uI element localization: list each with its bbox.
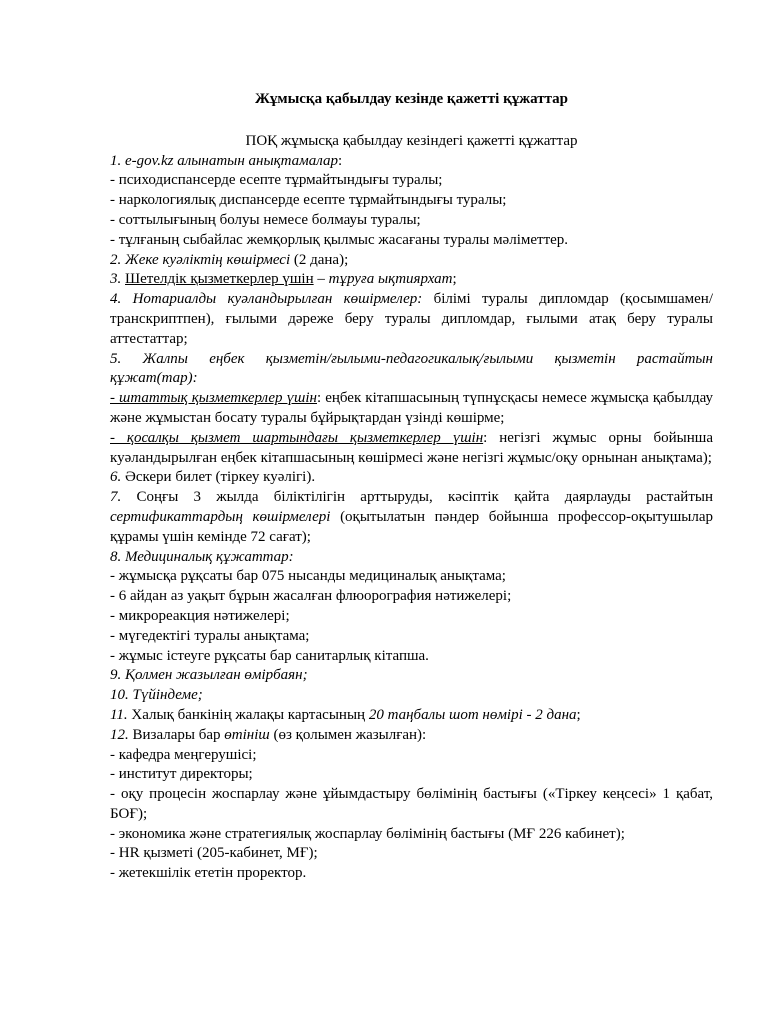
section-1: 1. e-gov.kz алынатын анықтамалар: (110, 152, 343, 169)
section-12-item: - жетекшілік ететін проректор. (110, 865, 307, 882)
section-12-item: - институт директоры; (110, 766, 253, 783)
section-1-item: - соттылығының болуы немесе болмауы туралы; (110, 211, 421, 228)
section-3: 3. Шетелдік қызметкерлер үшін – тұруға ықтиярхат; (110, 271, 457, 288)
section-12-item: - HR қызметі (205-кабинет, МҒ); (110, 845, 318, 862)
section-12-item: - кафедра меңгерушісі; (110, 746, 257, 763)
document-title: Жұмысқа қабылдау кезінде қажетті құжаттар (255, 91, 568, 107)
document-page (110, 84, 713, 884)
section-10: 10. Түйіндеме; (110, 687, 203, 704)
section-12: 12. Визалары бар өтініш (өз қолымен жазылған): (110, 726, 427, 743)
section-1-item: - тұлғаның сыбайлас жемқорлық қылмыс жасағаны туралы мәліметтер. (110, 231, 569, 248)
section-1-item: - психодиспансерде есепте тұрмайтындығы туралы; (110, 172, 443, 189)
section-2: 2. Жеке куәліктің көшірмесі (2 дана); (110, 251, 349, 268)
section-8-item: - микрореакция нәтижелері; (110, 607, 290, 624)
section-5-staff: - штаттық қызметкерлер үшін: еңбек кітапшасының түпнұсқасы немесе жұмысқа қабылдау және жұмыстан босату туралы бұйрықтардан үзінді көшірме; (110, 390, 713, 426)
section-8-item: - 6 айдан аз уақыт бұрын жасалған флюорография нәтижелері; (110, 588, 512, 605)
section-7: 7. Соңғы 3 жылда біліктілігін арттыруды, кәсіптік қайта даярлауды растайтын сертификаттардың көшірмелері (оқытылатын пәндер бойынша профессор-оқытушылар құрамы үшін кемінде 72 сағат); (110, 489, 713, 545)
section-9: 9. Қолмен жазылған өмірбаян; (110, 667, 308, 684)
section-4: 4. Нотариалды куәландырылған көшірмелер: білімі туралы дипломдар (қосымшамен/транскриптпен), ғылыми дәреже беру туралы дипломдар, ғылыми атақ беру туралы аттестаттар; (110, 291, 713, 347)
section-8-item: - мүгедектігі туралы анықтама; (110, 627, 310, 644)
section-12-item: - оқу процесін жоспарлау және ұйымдастыру бөлімінің бастығы («Тіркеу кеңсесі» 1 қабат, БОҒ); (110, 786, 713, 822)
section-8: 8. Медициналық құжаттар: (110, 548, 294, 565)
section-11: 11. Халық банкінің жалақы картасының 20 таңбалы шот нөмірі - 2 дана; (110, 706, 581, 723)
section-1-item: - наркологиялық диспансерде есепте тұрмайтындығы туралы; (110, 192, 507, 209)
section-8-item: - жұмыс істеуге рұқсаты бар санитарлық кітапша. (110, 647, 429, 664)
section-6: 6. Әскери билет (тіркеу куәлігі). (110, 469, 316, 486)
section-5: 5. Жалпы еңбек қызметін/ғылыми-педагогикалық/ғылыми қызметін растайтын құжат(тар): (110, 350, 713, 387)
section-5-part-time: - қосалқы қызмет шартындағы қызметкерлер үшін: негізгі жұмыс орны бойынша куәландырылған еңбек кітапшасының көшірмесі және негізгі жұмыс/оқу орнынан анықтама); (110, 429, 713, 466)
section-8-item: - жұмысқа рұқсаты бар 075 нысанды медициналық анықтама; (110, 568, 506, 585)
document-subtitle: ПОҚ жұмысқа қабылдау кезіндегі қажетті құжаттар (245, 132, 578, 149)
section-12-item: - экономика және стратегиялық жоспарлау бөлімінің бастығы (МҒ 226 кабинет); (110, 825, 625, 842)
